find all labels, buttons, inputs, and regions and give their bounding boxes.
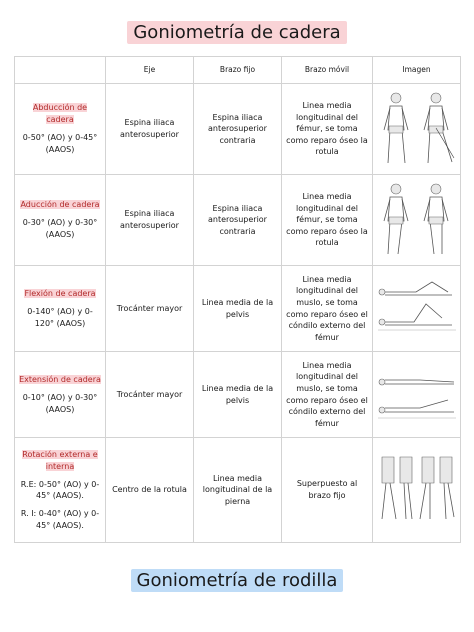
motion-range: 0-30° (AO) y 0-30° (AAOS) xyxy=(22,218,98,239)
image-cell xyxy=(373,352,461,438)
standing-figures-image xyxy=(376,179,458,261)
motion-cell xyxy=(15,84,106,175)
table-row xyxy=(15,352,461,438)
header-cell-empty xyxy=(15,57,106,84)
mobile-arm-cell: Linea media longitudinal del muslo, se toma como reparo óseo el cóndilo externo del fémur xyxy=(282,266,373,352)
motion-name: Abducción de cadera xyxy=(32,103,88,125)
fixed-arm-cell: Linea media de la pelvis xyxy=(194,266,282,352)
mobile-arm-cell: Linea media longitudinal del fémur, se toma como reparo óseo la rotula xyxy=(282,175,373,266)
header-cell-image: Imagen xyxy=(373,57,461,84)
mobile-arm-cell: Linea media longitudinal del muslo, se toma como reparo óseo el cóndilo externo del fémur xyxy=(282,352,373,438)
motion-range: R.E: 0-50° (AO) y 0-45° (AAOS). xyxy=(20,479,100,501)
table-header-row xyxy=(15,57,461,84)
header-cell-axis: Eje xyxy=(106,57,194,84)
standing-figures-image xyxy=(376,88,458,170)
goniometry-table xyxy=(14,56,461,543)
mobile-arm-cell: Linea media longitudinal del fémur, se toma como reparo óseo la rotula xyxy=(282,84,373,175)
motion-name: Rotación externa e interna xyxy=(22,449,98,471)
motion-name: Flexión de cadera xyxy=(24,288,96,298)
motion-name: Aducción de cadera xyxy=(20,200,100,210)
motion-range: 0-140° (AO) y 0-120° (AAOS) xyxy=(27,306,93,328)
fixed-arm-cell: Linea media longitudinal de la pierna xyxy=(194,438,282,543)
table-row xyxy=(15,175,461,266)
axis-cell: Trocánter mayor xyxy=(106,352,194,438)
axis-cell: Espina iliaca anterosuperior xyxy=(106,175,194,266)
motion-range: R. I: 0-40° (AO) y 0-45° (AAOS). xyxy=(20,509,100,530)
mobile-arm-cell: Superpuesto al brazo fijo xyxy=(282,438,373,543)
motion-cell xyxy=(15,266,106,352)
header-cell-mobile-arm: Brazo móvil xyxy=(282,57,373,84)
fixed-arm-cell: Linea media de la pelvis xyxy=(194,352,282,438)
prone-figures-image xyxy=(376,360,458,430)
axis-cell: Espina iliaca anterosuperior xyxy=(106,84,194,175)
section-title: Goniometría de rodilla xyxy=(0,570,474,591)
motion-range: 0-10° (AO) y 0-30° (AAOS) xyxy=(22,392,98,414)
table-row xyxy=(15,266,461,352)
axis-cell: Trocánter mayor xyxy=(106,266,194,352)
motion-cell xyxy=(15,438,106,543)
header-cell-fixed-arm: Brazo fijo xyxy=(194,57,282,84)
image-cell xyxy=(373,438,461,543)
seated-figures-image xyxy=(376,449,458,531)
motion-cell xyxy=(15,175,106,266)
motion-name: Extensión de cadera xyxy=(19,374,101,384)
motion-range: 0-50° (AO) y 0-45° (AAOS) xyxy=(22,133,98,154)
page-title: Goniometría de cadera xyxy=(0,22,474,43)
table-row xyxy=(15,438,461,543)
image-cell xyxy=(373,175,461,266)
motion-cell xyxy=(15,352,106,438)
table-row xyxy=(15,84,461,175)
image-cell xyxy=(373,84,461,175)
fixed-arm-cell: Espina iliaca anterosuperior contraria xyxy=(194,84,282,175)
supine-figures-image xyxy=(376,274,458,344)
image-cell xyxy=(373,266,461,352)
axis-cell: Centro de la rotula xyxy=(106,438,194,543)
fixed-arm-cell: Espina iliaca anterosuperior contraria xyxy=(194,175,282,266)
